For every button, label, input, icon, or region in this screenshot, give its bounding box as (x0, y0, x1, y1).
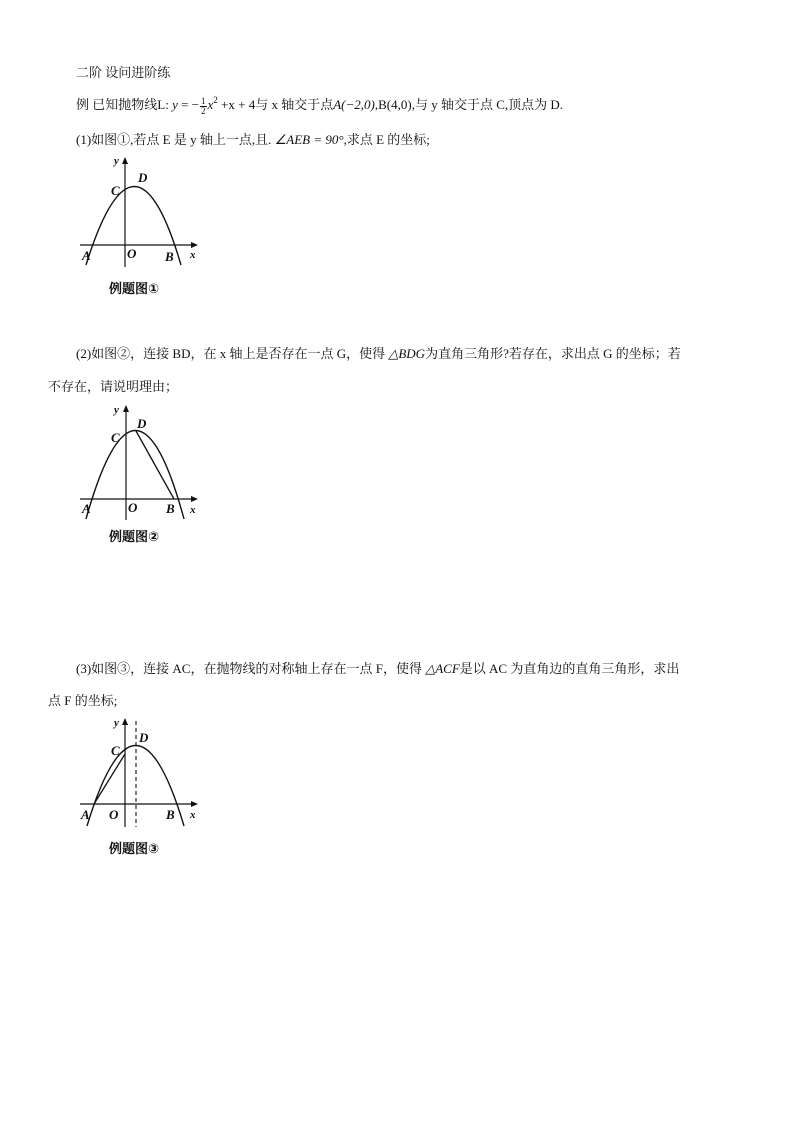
y-axis-arrow (123, 405, 129, 412)
eq-equals: = − (177, 97, 200, 112)
eq-fraction (200, 97, 207, 116)
point-a: A(−2,0) (333, 97, 375, 112)
label-x: x (190, 504, 196, 516)
eq-rest: +x + 4 (217, 97, 256, 112)
figure-2-caption: 例题图② (109, 530, 160, 545)
q2-text-b: 为直角三角形?若存在，求出点 G 的坐标；若 (425, 346, 681, 361)
label-a: A (82, 501, 91, 516)
label-c: C (111, 743, 120, 758)
eq-sup: 2 (213, 95, 218, 105)
q1-angle: ∠AEB = 90° (271, 132, 344, 147)
label-d: D (138, 170, 148, 185)
figure-3-caption: 例题图③ (109, 842, 160, 857)
figure-3-svg (78, 713, 208, 833)
label-o: O (128, 500, 138, 515)
x-axis-arrow (191, 242, 198, 248)
x-axis-arrow (191, 801, 198, 807)
figure-1-svg (78, 152, 208, 272)
eq-x: x (207, 97, 214, 112)
figure-2-svg (78, 400, 208, 520)
label-c: C (111, 430, 120, 445)
label-x: x (190, 809, 196, 821)
example-statement (76, 96, 563, 116)
y-axis-arrow (122, 157, 128, 164)
label-o: O (109, 807, 119, 822)
figure-1 (78, 152, 208, 277)
x-axis-arrow (191, 496, 198, 502)
segment-ac (94, 754, 125, 804)
figure-1-caption: 例题图① (109, 282, 160, 297)
y-axis-arrow (122, 718, 128, 725)
example-mid2: ,B(4,0),与 y 轴交于点 C,顶点为 D. (374, 97, 563, 112)
q1-text-a: (1)如图①,若点 E 是 y 轴上一点,且. (76, 132, 272, 147)
example-prefix: 例 已知抛物线L: (76, 97, 173, 112)
figure-3 (78, 713, 208, 838)
label-a: A (81, 807, 90, 822)
example-mid1: 与 x 轴交于点 (255, 97, 334, 112)
q1-text-b: ,求点 E 的坐标; (343, 132, 430, 147)
segment-bd (136, 431, 174, 499)
label-d: D (139, 730, 149, 745)
label-b: B (166, 807, 175, 822)
figure-2 (78, 400, 208, 525)
q3-text-b: 是以 AC 为直角边的直角三角形，求出 (459, 661, 680, 676)
label-a: A (82, 248, 91, 263)
eq-y: y (172, 97, 178, 112)
label-y: y (114, 404, 119, 416)
q3-triangle: △ACF (425, 661, 460, 676)
label-y: y (114, 717, 119, 729)
question-3 (76, 660, 679, 678)
label-b: B (166, 501, 175, 516)
label-x: x (190, 249, 196, 261)
label-c: C (111, 183, 120, 198)
question-3-line2: 点 F 的坐标; (48, 693, 118, 708)
question-1 (76, 131, 430, 149)
question-2-line2: 不存在，请说明理由； (48, 379, 179, 394)
label-b: B (165, 249, 174, 264)
frac-denominator: 2 (201, 105, 206, 116)
label-o: O (127, 246, 137, 261)
label-d: D (137, 416, 147, 431)
label-y: y (114, 155, 119, 167)
q2-text-a: (2)如图②，连接 BD，在 x 轴上是否存在一点 G，使得 (76, 346, 389, 361)
section-heading: 二阶 设问进阶练 (76, 65, 171, 80)
question-2 (76, 345, 681, 363)
frac-numerator: 1 (201, 95, 206, 106)
q3-text-a: (3)如图③，连接 AC，在抛物线的对称轴上存在一点 F，使得 (76, 661, 426, 676)
q2-triangle: △BDG (388, 346, 426, 361)
